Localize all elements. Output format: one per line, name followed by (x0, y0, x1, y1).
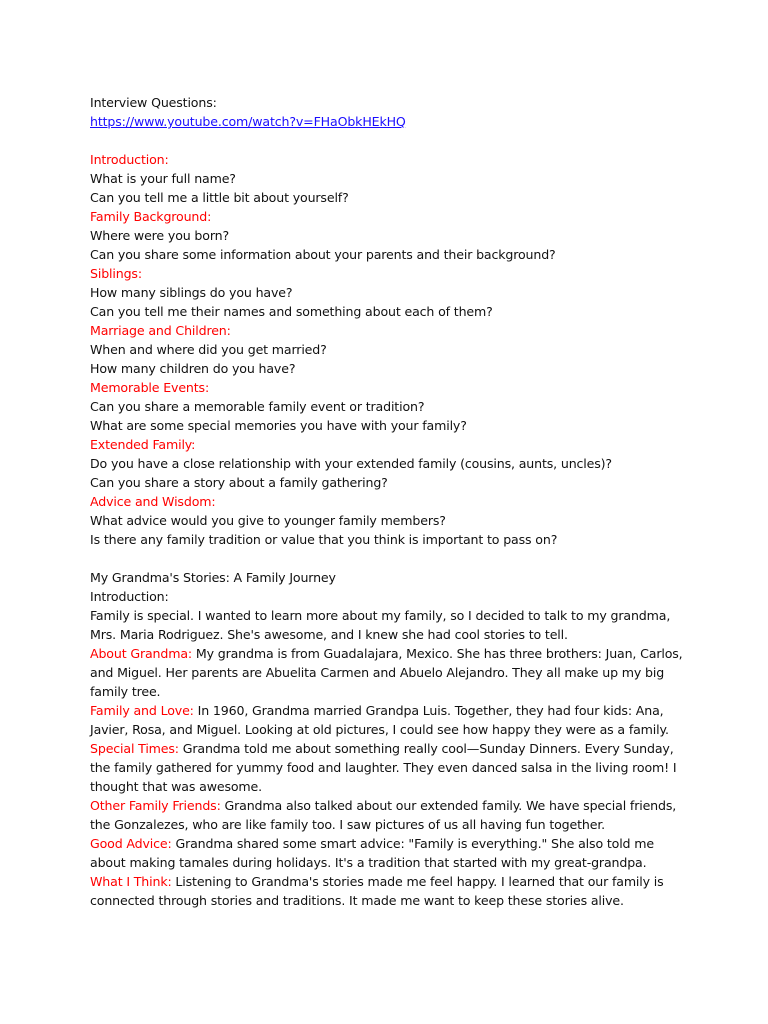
story-text: My grandma is from Guadalajara, Mexico. She has three brothers: Juan, Carlos, (192, 646, 683, 661)
story-line (90, 701, 690, 720)
story-label: What I Think: (90, 874, 172, 889)
story-line: the family gathered for yummy food and laughter. They even danced salsa in the living room! I (90, 760, 677, 775)
video-link[interactable]: https://www.youtube.com/watch?v=FHaObkHEkHQ (90, 114, 406, 129)
story-line: the Gonzalezes, who are like family too. I saw pictures of us all having fun together. (90, 817, 606, 832)
story-paragraphs (90, 644, 690, 910)
story-text: Grandma also talked about our extended family. We have special friends, (220, 798, 677, 813)
story-label: Special Times: (90, 741, 179, 756)
section-heading: Introduction: (90, 152, 169, 167)
document-heading: Interview Questions: (90, 95, 217, 110)
story-text: Grandma shared some smart advice: "Family is everything." She also told me (171, 836, 654, 851)
story-line: family tree. (90, 684, 161, 699)
story-text: Listening to Grandma's stories made me feel happy. I learned that our family is (171, 874, 664, 889)
question-line: Where were you born? (90, 228, 229, 243)
section-heading: Marriage and Children: (90, 323, 231, 338)
story-intro-label: Introduction: (90, 589, 169, 604)
story-line (90, 644, 690, 663)
story-label: Family and Love: (90, 703, 194, 718)
story-label: Good Advice: (90, 836, 172, 851)
story-line (90, 834, 690, 853)
story-line: Javier, Rosa, and Miguel. Looking at old pictures, I could see how happy they were as a family. (90, 722, 669, 737)
spacer (90, 131, 690, 150)
question-line: How many siblings do you have? (90, 285, 293, 300)
question-line: Can you share some information about your parents and their background? (90, 247, 556, 262)
story-line: and Miguel. Her parents are Abuelita Carmen and Abuelo Alejandro. They all make up my big (90, 665, 665, 680)
story-label: About Grandma: (90, 646, 192, 661)
section-heading: Siblings: (90, 266, 142, 281)
question-line: When and where did you get married? (90, 342, 327, 357)
story-line (90, 739, 690, 758)
section-heading: Family Background: (90, 209, 212, 224)
question-line: What advice would you give to younger family members? (90, 513, 446, 528)
question-line: Do you have a close relationship with your extended family (cousins, aunts, uncles)? (90, 456, 612, 471)
story-line (90, 872, 690, 891)
story-intro-line: Family is special. I wanted to learn more about my family, so I decided to talk to my grandma, (90, 608, 671, 623)
question-line: Can you share a story about a family gathering? (90, 475, 388, 490)
question-line: What are some special memories you have with your family? (90, 418, 467, 433)
story-label: Other Family Friends: (90, 798, 221, 813)
question-line: Can you tell me their names and something about each of them? (90, 304, 493, 319)
section-heading: Memorable Events: (90, 380, 210, 395)
story-line: about making tamales during holidays. It's a tradition that started with my great-grandpa. (90, 855, 647, 870)
question-line: How many children do you have? (90, 361, 296, 376)
interview-sections (90, 150, 690, 549)
story-line (90, 796, 690, 815)
spacer (90, 549, 690, 568)
story-line: connected through stories and traditions. It made me want to keep these stories alive. (90, 893, 624, 908)
question-line: Can you tell me a little bit about yourself? (90, 190, 349, 205)
story-intro-line: Mrs. Maria Rodriguez. She's awesome, and I knew she had cool stories to tell. (90, 627, 568, 642)
story-title: My Grandma's Stories: A Family Journey (90, 570, 336, 585)
document-page (90, 93, 690, 910)
question-line: What is your full name? (90, 171, 236, 186)
story-text: Grandma told me about something really cool—Sunday Dinners. Every Sunday, (178, 741, 674, 756)
story-line: thought that was awesome. (90, 779, 262, 794)
section-heading: Advice and Wisdom: (90, 494, 216, 509)
section-heading: Extended Family: (90, 437, 196, 452)
story-text: In 1960, Grandma married Grandpa Luis. Together, they had four kids: Ana, (193, 703, 664, 718)
question-line: Is there any family tradition or value that you think is important to pass on? (90, 532, 558, 547)
question-line: Can you share a memorable family event or tradition? (90, 399, 425, 414)
